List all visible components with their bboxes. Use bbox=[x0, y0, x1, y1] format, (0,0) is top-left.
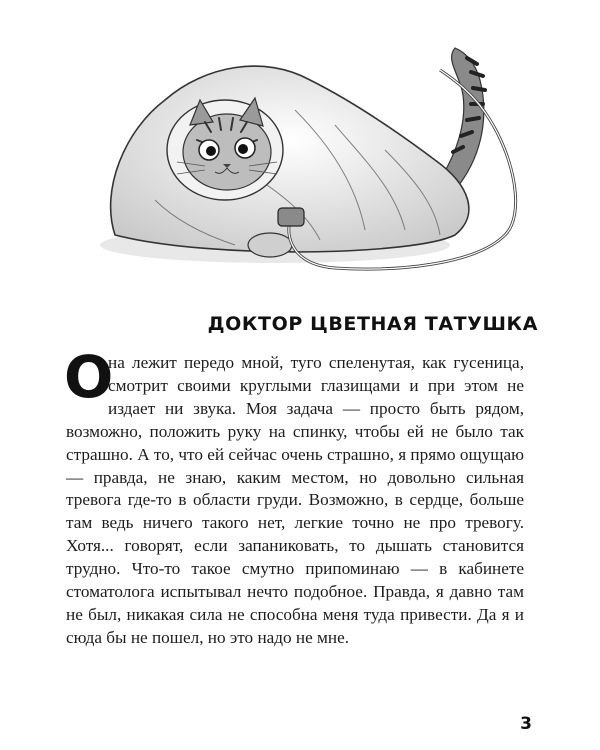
cat-paw bbox=[248, 233, 292, 257]
drop-cap: О bbox=[64, 343, 114, 411]
iv-catheter bbox=[278, 208, 304, 226]
chapter-title: ДОКТОР ЦВЕТНАЯ ТАТУШКА bbox=[207, 313, 538, 335]
cat-pupil-right bbox=[238, 144, 248, 154]
body-paragraph bbox=[64, 343, 524, 650]
swaddled-cat-illustration-icon bbox=[95, 40, 535, 290]
cat-face bbox=[183, 114, 271, 190]
cat-pupil-left bbox=[206, 146, 216, 156]
body-text-content: на лежит передо мной, туго спеленутая, как гусеница, смотрит своими круглыми глазищами и при этом не издает ни звука. Моя задача — просто быть рядом, возможно, положить руку на спинку, чтобы ей не было так страшно. А то, что ей сейчас очень страшно, я прямо ощущаю — правда, не знаю, каким местом, но довольно сильная тревога где-то в области груди. Возможно, в сердце, больше там ведь ничего такого нет, легкие точно не про тревогу. Хотя... говорят, если запаниковать, то дышать становится трудно. Что-то такое смутно припоминаю — в кабинете стоматолога испытывал нечто подобное. Правда, я давно там не был, никакая сила не способна меня туда привести. Да я и сюда бы не пошел, но это надо не мне. bbox=[66, 353, 524, 647]
page-number: 3 bbox=[520, 714, 532, 734]
